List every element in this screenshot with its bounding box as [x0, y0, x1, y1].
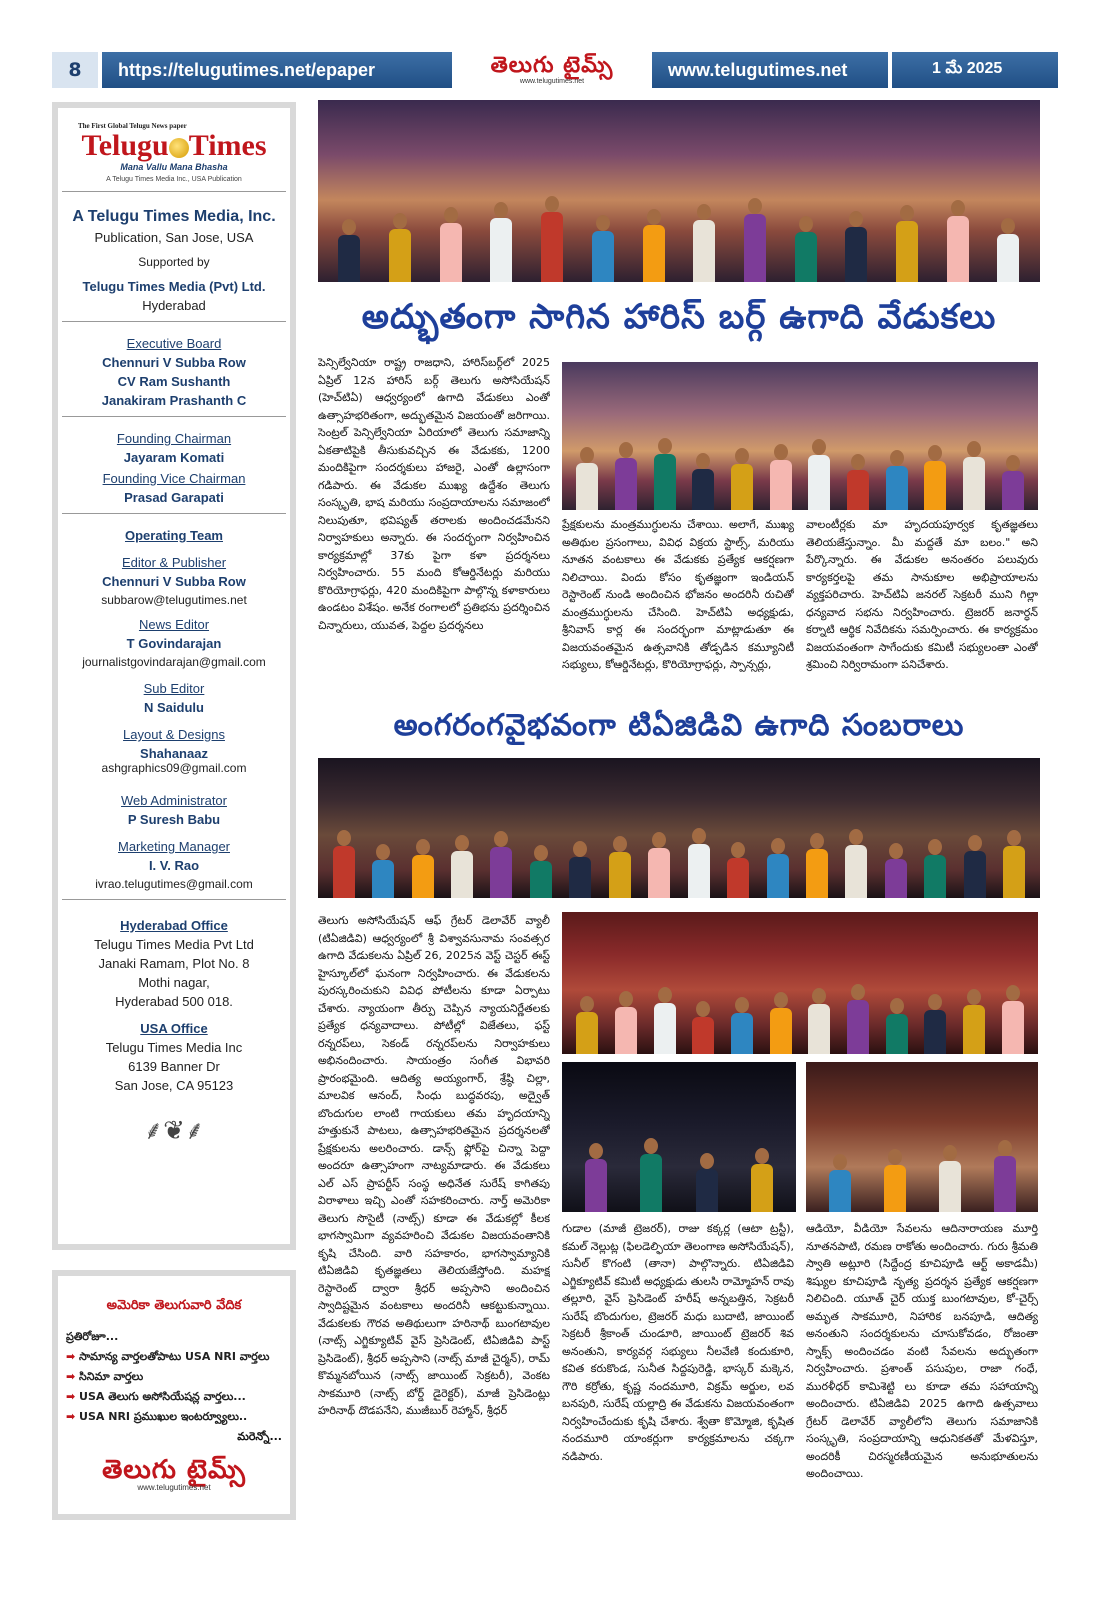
- person-figure: [576, 996, 598, 1055]
- person-figure: [333, 830, 355, 898]
- person-figure: [847, 984, 869, 1054]
- person-figure: [692, 1001, 714, 1054]
- promo-logo[interactable]: [66, 1456, 282, 1492]
- editor-email[interactable]: subbarow@telugutimes.net: [101, 593, 247, 607]
- person-figure: [615, 442, 637, 510]
- article2-column-2: గుడాల (మాజీ ట్రెజరర్), రాజు కక్కర్ల (ఆటా ట్రస్టీ), కమల్ నెల్లుట్ల (ఫిలడెల్ఫియా తెలంగాణ అసోసియేషన్), సునీల్ కొగంటి (తానా) పాల్గొన్నారు. టిఏజిడివి ఎగ్జిక్యూటివ్ కమిటీ అధ్యక్షుడు తులసి రామ్మోహన్ రావు తల్లూరి, వైస్ ప్రెసిడెంట్ హరీష్ అన్నబత్తిన, సెక్రటరీ సురేష్ బొందుగుల, ట్రెజరర్ మధు బుదాటి, జాయింట్ సెక్రటరీ శ్రీకాంత్ చుండూరి, జాయింట్ ట్రెజరర్ శివ అనంతుని, కార్యవర్గ సభ్యులు నీలవేణి కందుకూరి, కవిత కరుకొండ, సునీత సిద్దపురెడ్డి, భాస్కర్ మక్కెన, గౌరి కర్రోతు, కృష్ణ నందమూరి, విక్రమ్ అర్జుల, లవ బనపురి, సురేష్ యల్లాద్రి ఈ వేడుకను విజయవంతంగా నిర్వహించేందుకు కృషి చేశారు. శ్వేతా కొమ్మోజి, కృషిత నందమూరి యాంకర్లుగా కార్యక్రమాలను చక్కగా నడిపారు.: [562, 1222, 794, 1463]
- person-figure: [947, 200, 969, 282]
- tagdv-singers-photo: [806, 1062, 1038, 1212]
- board-member: Chennuri V Subba Row: [102, 355, 246, 370]
- person-figure: [886, 450, 908, 510]
- hyderabad-office-section: [62, 899, 286, 1147]
- person-figure: [924, 994, 946, 1054]
- person-figure: [640, 1138, 662, 1212]
- promo-lead: ప్రతిరోజూ...: [66, 1330, 119, 1343]
- harrisburg-stage-photo: [318, 100, 1040, 282]
- publication-note: A Telugu Times Media Inc., USA Publication: [106, 176, 242, 183]
- founding-vice-chairman: Prasad Garapati: [124, 490, 224, 505]
- person-figure: [924, 839, 946, 898]
- promo-more: మరెన్నో...: [237, 1430, 282, 1443]
- sub-editor-heading: Sub Editor: [143, 681, 205, 696]
- layout-designer-name: Shahanaaz: [140, 746, 208, 761]
- telugu-times-logo: [70, 130, 278, 162]
- address-line: San Jose, CA 95123: [114, 1078, 234, 1093]
- person-figure: [654, 987, 676, 1054]
- promo-item: [66, 1410, 282, 1426]
- marketing-name: I. V. Rao: [148, 858, 200, 873]
- sub-editor-name: N Saidulu: [144, 700, 204, 715]
- person-figure: [806, 833, 828, 898]
- address-line: Janaki Ramam, Plot No. 8: [98, 956, 250, 971]
- person-figure: [440, 207, 462, 282]
- promo-title: అమెరికా తెలుగువారి వేదిక: [106, 1298, 242, 1313]
- person-figure: [1002, 985, 1024, 1054]
- arrow-icon: ➡: [66, 1350, 80, 1363]
- person-figure: [770, 444, 792, 510]
- epaper-link[interactable]: https://telugutimes.net/epaper: [118, 59, 376, 80]
- ornament-icon: ⸙❦⸙: [143, 1115, 205, 1145]
- logo-subtext: www.telugutimes.net: [519, 78, 585, 85]
- executive-board-section: [62, 321, 286, 408]
- news-editor-email[interactable]: journalistgovindarajan@gmail.com: [82, 655, 266, 669]
- person-figure: [963, 441, 985, 510]
- harrisburg-group-photo: [562, 362, 1038, 510]
- promo-item: [66, 1390, 282, 1406]
- supporter-name: Telugu Times Media (Pvt) Ltd.: [82, 279, 266, 294]
- founding-chairman-heading: Founding Chairman: [116, 431, 232, 446]
- person-figure: [654, 438, 676, 510]
- hyderabad-office-heading: Hyderabad Office: [120, 918, 228, 933]
- person-figure: [389, 213, 411, 282]
- person-figure: [643, 209, 665, 282]
- publication-place: Publication, San Jose, USA: [94, 230, 254, 245]
- tagdv-stage-photo: [318, 758, 1040, 898]
- person-figure: [451, 835, 473, 898]
- header-left-bar: [52, 52, 452, 88]
- person-figure: [829, 1154, 851, 1212]
- person-figure: [731, 997, 753, 1054]
- founding-vice-heading: Founding Vice Chairman: [102, 471, 246, 486]
- person-figure: [964, 835, 986, 899]
- founding-section: [62, 416, 286, 505]
- person-figure: [963, 989, 985, 1054]
- person-figure: [886, 998, 908, 1054]
- supporter-city: Hyderabad: [142, 298, 206, 313]
- article2-column-1: తెలుగు అసోసియేషన్ ఆఫ్ గ్రేటర్ డెలావేర్ వ్యాలీ (టిఏజిడివి) ఆధ్వర్యంలో శ్రీ విశ్వావసునామ సంవత్సర ఉగాది వేడుకలను ఏప్రిల్ 26, 2025న వెస్ట్ చెస్టర్ ఈస్ట్ హైస్కూల్‌లో ఘనంగా నిర్వహించారు. ఈ వేడుకలను పురస్కరించుకుని వివిధ పోటీలను కూడా ఏర్పాటు చేశారు. న్యాయంగా తీర్పు చెప్పిన న్యాయనిర్ణేతలకు ప్రత్యేక ధన్యవాదాలు. పోటీల్లో విజేతలు, ఫస్ట్ రన్నరప్‌లు, సెకండ్ రన్నరప్‌లను నిర్వాహకులు అభినందించారు. సాయంత్రం సంగీత విభావరి ప్రారంభమైంది. ఆదిత్య అయ్యంగార్, శ్రేష్ఠి చిల్లా, మాలవిక ఆనంద్, సింధు బుద్ధవరపు, అద్వైత్ బొందుగుల లాంటి గాయకులు తమ హృదయాన్ని హత్తుకునే పాటలు, ఉత్సాహభరితమైన ప్రదర్శనలతో ప్రేక్షకులను అలరించారు. డాన్స్ ఫ్లోర్‌పై చిన్నా పెద్దా అందరూ ఉత్సాహంగా నాట్యమాడారు. ఈ వేడుకలు ఎల్ ఎస్ ప్రాపర్టీస్ సంస్థ అధినేత సురేష్ కాగితపు విరాళాలు ఇచ్చి ఎంతో సహకరించారు. నార్త్ అమెరికా తెలుగు సొసైటీ (నాట్స్) కూడా ఈ వేడుకల్లో కీలక భాగస్వామిగా వ్యవహరించి వేడుకల విజయవంతానికి కృషి చేసింది. వారి సహకారం, భాగస్వామ్యానికి టిఏజిడివి కృతజ్ఞతలు తెలియజేస్తోంది. మహక్ష రెస్టారెంట్ ద్వారా శ్రీధర్ అప్పసాని అందించిన స్వాదిష్టమైన వంటకాలు అందరినీ ఆకట్టుకున్నాయి. వేడుకలకు గౌరవ అతిథులుగా హరినాథ్ బుంగటావుల (నాట్స్ ఎగ్జిక్యూటివ్ వైస్ ప్రెసిడెంట్, టిఏజిడివి పాస్ట్ ప్రెసిడెంట్), శ్రీధర్ అప్పసాని (నాట్స్ మాజీ చైర్మన్), రామ్ కొమ్మనబోయిన (నాట్స్ జాయింట్ సెక్రటరీ), వెంకట సాకమూరి (నాట్స్ బోర్డ్ డైరెక్టర్), మాజీ ప్రెసిడెంట్లు హరినాథ్ దొడపనేని, ముజీబుర్ రెహ్మాన్, శ్రీధర్: [318, 914, 550, 1417]
- person-figure: [1003, 830, 1025, 898]
- person-figure: [692, 453, 714, 510]
- header-right-bar: [652, 52, 1058, 88]
- globe-icon: [169, 138, 189, 158]
- news-editor-name: T Govindarajan: [126, 636, 222, 651]
- address-line: Telugu Times Media Inc: [105, 1040, 243, 1055]
- person-figure: [609, 836, 631, 898]
- tagdv-group-photo: [562, 912, 1038, 1054]
- usa-office-heading: USA Office: [140, 1021, 208, 1036]
- person-figure: [744, 198, 766, 282]
- layout-email[interactable]: ashgraphics09@gmail.com: [101, 761, 247, 775]
- marketing-email[interactable]: ivrao.telugutimes@gmail.com: [95, 877, 253, 891]
- person-figure: [490, 202, 512, 282]
- arrow-icon: ➡: [66, 1370, 80, 1383]
- company-name: A Telugu Times Media, Inc.: [72, 208, 276, 225]
- person-figure: [1002, 455, 1024, 510]
- promo-item-label: సామాన్య వార్తలతోపాటు USA NRI వార్తలు: [79, 1350, 270, 1363]
- founding-chairman: Jayaram Komati: [123, 450, 225, 465]
- person-figure: [576, 447, 598, 510]
- person-figure: [693, 204, 715, 282]
- supported-by-label: Supported by: [138, 255, 210, 269]
- marketing-heading: Marketing Manager: [118, 839, 230, 854]
- address-line: Telugu Times Media Pvt Ltd: [94, 937, 254, 952]
- executive-board-heading: Executive Board: [126, 336, 222, 351]
- person-figure: [847, 454, 869, 510]
- person-figure: [767, 838, 789, 898]
- person-figure: [615, 991, 637, 1054]
- address-line: 6139 Banner Dr: [128, 1059, 220, 1074]
- person-figure: [412, 839, 434, 898]
- masthead-sidebar: [52, 102, 296, 1250]
- person-figure: [731, 448, 753, 510]
- operating-team-section: [62, 513, 286, 891]
- board-member: Janakiram Prashanth C: [101, 393, 247, 408]
- person-figure: [845, 829, 867, 898]
- board-member: CV Ram Sushanth: [117, 374, 231, 389]
- address-line: Hyderabad 500 018.: [115, 994, 233, 1009]
- address-line: Mothi nagar,: [138, 975, 210, 990]
- news-editor-heading: News Editor: [138, 617, 210, 632]
- arrow-icon: ➡: [66, 1390, 80, 1403]
- logo-text: తెలుగు టైమ్స్: [490, 53, 614, 78]
- masthead-logo: [62, 108, 286, 192]
- person-figure: [585, 1143, 607, 1212]
- web-admin-name: P Suresh Babu: [127, 812, 221, 827]
- operating-team-heading: Operating Team: [124, 528, 223, 543]
- person-figure: [530, 845, 552, 898]
- promo-item-label: USA NRI ప్రముఖుల ఇంటర్వ్యూలు..: [79, 1410, 248, 1423]
- article1-column-2: ప్రేక్షకులను మంత్రముగ్ధులను చేశాయి. అలాగే, ముఖ్య అతిథుల ప్రసంగాలు, వివిధ విక్రయ స్టాల్స్, మరియు నూతన వంటకాలు ఈ వేడుకకు ప్రత్యేక ఆకర్షణగా నిలిచాయి. విందు కోసం కృతజ్ఞంగా ఇండియన్ రెస్టారెంట్ నుండి అందించిన భోజనం అందరినీ రుచితో మంత్రముగ్ధులను చేసింది. హెచ్‌టిఏ అధ్యక్షుడు, శ్రీనివాస్ కార్ల ఈ సందర్భంగా మాట్లాడుతూ ఈ విజయవంతమైన ఉత్సవానికి తోడ్పడిన కమ్యూనిటీ సభ్యులు, కోఆర్డినేటర్లు, కొరియోగ్రాఫర్లు, స్పాన్సర్లు,: [562, 518, 794, 671]
- promo-logo-subtext: www.telugutimes.net: [137, 1483, 211, 1492]
- person-figure: [569, 841, 591, 898]
- person-figure: [770, 992, 792, 1054]
- promo-item: [66, 1350, 282, 1366]
- person-figure: [997, 218, 1019, 282]
- person-figure: [939, 1145, 961, 1212]
- person-figure: [338, 219, 360, 282]
- promo-item: [66, 1370, 282, 1386]
- editor-name: Chennuri V Subba Row: [102, 574, 246, 589]
- page-number: 8: [52, 52, 102, 88]
- promo-item-label: సినిమా వార్తలు: [79, 1370, 144, 1383]
- person-figure: [688, 828, 710, 898]
- issue-date: 1 మే 2025: [932, 60, 1003, 77]
- first-global-note: The First Global Telugu News paper: [78, 122, 187, 130]
- person-figure: [541, 196, 563, 282]
- page-header: [52, 52, 1058, 88]
- person-figure: [372, 844, 394, 898]
- promo-box: [52, 1270, 296, 1520]
- article1-headline: అద్భుతంగా సాగిన హారిస్ బర్గ్ ఉగాది వేడుకలు: [361, 297, 997, 337]
- article1-column-3: వాలంటీర్లకు మా హృదయపూర్వక కృతజ్ఞతలు తెలియజేస్తున్నాం. మీ మద్దతే మా బలం." అని పేర్కొన్నారు. ఈ వేడుకల అనంతరం పలువురు కార్యకర్తలపై తమ సానుకూల అభిప్రాయాలను వ్యక్తపరిచారు. హెచ్‌టిఏ జనరల్ సెక్రటరీ ముని గిల్లా ధన్యవాద సభను నిర్వహించారు. ట్రెజరర్ జనార్ధన్ కర్నాటి ఆర్థిక నివేదికను సమర్పించారు. ఈ కార్యక్రమం విజయవంతంగా సాగేందుకు కమిటీ సభ్యులంతా ఎంతో శ్రమించి నిర్విరామంగా పనిచేశారు.: [806, 518, 1038, 671]
- person-figure: [808, 988, 830, 1054]
- person-figure: [648, 832, 670, 898]
- article2-headline: అంగరంగవైభవంగా టిఏజిడివి ఉగాది సంబరాలు: [393, 708, 965, 743]
- person-figure: [751, 1148, 773, 1212]
- logo-right-word: Times: [188, 129, 267, 162]
- person-figure: [696, 1153, 718, 1212]
- article2-column-3: ఆడియో, వీడియో సేవలను ఆదినారాయణ మూర్తి నూతనపాటి, రమణ రాకోతు అందించారు. గురు శ్రీమతి స్వాతి అట్లూరి (సిద్దేంద్ర కూచిపూడి ఆర్ట్ అకాడమీ) శిష్యుల కూచిపూడి నృత్య ప్రదర్శన ప్రత్యేక ఆకర్షణగా నిలిచింది. యూత్ చైర్ యుక్త బుంగటావుల, కో-చైర్స్ అమృత సాకమూరి, నిహారిక బనపూడి, ఆదిత్య అనంతుని సందర్శకులను చూసుకోవడం, రోజంతా స్నాక్స్ అందించడం వంటి సేవలను అద్భుతంగా నిర్వహించారు. ప్రశాంత్ పసుపుల, రాజా గంధే, మురళీధర్ కామిశెట్టి లు కూడా తమ సహాయాన్ని అందించారు. టిఏజిడివి 2025 ఉగాది ఉత్సవాలు గ్రేటర్ డెలావేర్ వ్యాలీలోని తెలుగు సమాజానికి సంస్కృతి, సంప్రదాయాన్ని ఆధునికతతో మేళవిస్తూ, అందరికీ చిరస్మరణీయమైన అనుభూతులను అందించాయి.: [806, 1222, 1038, 1480]
- person-figure: [924, 445, 946, 510]
- article1-column-1: పెన్సిల్వేనియా రాష్ట్ర రాజధాని, హారిస్‌బర్గ్‌లో 2025 ఏప్రిల్ 12న హారిస్ బర్గ్ తెలుగు అసోసియేషన్ (హెచ్‌టిఏ) ఆధ్వర్యంలో ఉగాది వేడుకలు ఎంతో ఉత్సాహభరితంగా, అద్భుతమైన విజయంతో జరిగాయి. సెంట్రల్ పెన్సిల్వేనియా ఏరియాలో తెలుగు సమాజాన్ని ఏకతాటిపైకి తీసుకువచ్చిన ఈ వేడుకకు, 1200 మందికిపైగా సందర్శకులు హాజరై, ఎంతో ఉల్లాసంగా గడిపారు. ఈ వేడుకల ముఖ్య ఉద్దేశం తెలుగు సంస్కృతి, భాష మరియు సంప్రదాయాలను సమాజంలో నిలుపుతూ, భవిష్యత్ తరాలకు అందించడమేనని నిర్వాహకులు అన్నారు. ఈ సందర్భంగా నిర్వహించిన కార్యక్రమాల్లో 37కు పైగా కళా ప్రదర్శనలు నిర్వహించారు. 55 మంది కోఆర్డినేటర్లు మరియు కొరియోగ్రాఫర్లు, 420 మందికిపైగా పాల్గొన్న కళాకారులు ఉండటం విశేషం. అనేక రంగాలలో ప్రతిభను ప్రదర్శించిన చిన్నారులు, యువత, పెద్దల ప్రదర్శనలు: [318, 356, 550, 632]
- person-figure: [885, 843, 907, 898]
- header-logo[interactable]: [452, 52, 652, 88]
- person-figure: [592, 215, 614, 282]
- web-admin-heading: Web Administrator: [121, 793, 227, 808]
- person-figure: [795, 216, 817, 282]
- layout-heading: Layout & Designs: [123, 727, 225, 742]
- editor-heading: Editor & Publisher: [121, 555, 227, 570]
- person-figure: [896, 205, 918, 282]
- site-link[interactable]: www.telugutimes.net: [652, 52, 892, 88]
- promo-logo-text: తెలుగు టైమ్స్: [102, 1455, 246, 1485]
- person-figure: [808, 439, 830, 510]
- arrow-icon: ➡: [66, 1410, 80, 1423]
- promo-item-label: USA తెలుగు అసోసియేషన్ల వార్తలు...: [79, 1390, 246, 1403]
- person-figure: [490, 831, 512, 898]
- person-figure: [994, 1140, 1016, 1212]
- tagdv-speakers-photo: [562, 1062, 796, 1212]
- logo-left-word: Telugu: [81, 129, 169, 162]
- tagline: Mana Vallu Mana Bhasha: [120, 162, 228, 172]
- person-figure: [884, 1149, 906, 1212]
- person-figure: [845, 211, 867, 282]
- person-figure: [727, 842, 749, 898]
